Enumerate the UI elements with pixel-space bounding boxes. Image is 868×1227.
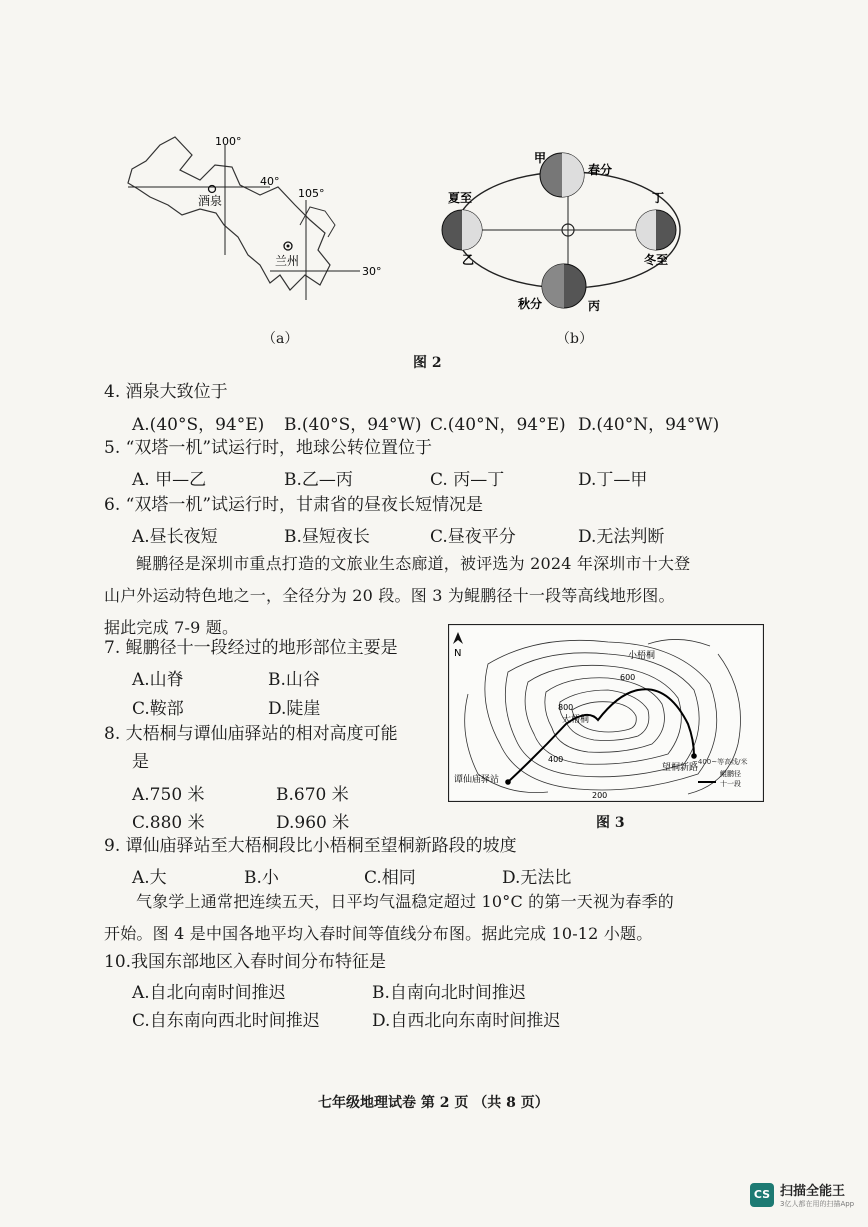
figure2-label: 图 2	[413, 355, 442, 371]
contour-label-800: 800	[558, 703, 574, 712]
q10-option-a[interactable]: A.自北向南时间推迟	[132, 983, 286, 1003]
figure2-map-a	[120, 125, 390, 315]
north-label: N	[454, 648, 462, 659]
scanner-logo-icon: CS	[750, 1183, 774, 1207]
legend-trail-line1: 鲲鹏径	[720, 770, 741, 778]
figure2-orbit-b	[440, 140, 700, 325]
q10-option-c[interactable]: C.自东南向西北时间推迟	[132, 1011, 320, 1031]
q6-option-c[interactable]: C.昼夜平分	[430, 527, 516, 547]
scanner-name: 扫描全能王	[780, 1184, 846, 1199]
contour-label-200: 200	[592, 791, 608, 800]
lat-40-label: 40°	[260, 175, 280, 188]
earth-winter	[636, 210, 676, 250]
figure3-label: 图 3	[596, 815, 625, 831]
label-winter: 冬至	[644, 253, 669, 267]
figure3-contour-map	[448, 624, 764, 802]
road-label: 望桐新路	[662, 763, 699, 773]
figure2a-caption: （a）	[262, 331, 299, 347]
q9-option-a[interactable]: A.大	[132, 868, 167, 888]
q10-option-d[interactable]: D.自西北向东南时间推迟	[372, 1011, 561, 1031]
q8-option-d[interactable]: D.960 米	[276, 813, 350, 833]
q7-stem: 7. 鲲鹏径十一段经过的地形部位主要是	[104, 638, 398, 658]
q4-option-a[interactable]: A.(40°S，94°E)	[132, 415, 265, 435]
page-footer: 七年级地理试卷 第 2 页 （共 8 页）	[318, 1095, 549, 1111]
legend-trail-line2: 十一段	[720, 780, 741, 788]
q6-option-a[interactable]: A.昼长夜短	[132, 527, 218, 547]
passage1-line3: 据此完成 7-9 题。	[104, 618, 239, 637]
q9-option-b[interactable]: B.小	[244, 868, 279, 888]
q6-stem: 6. “双塔一机”试运行时，甘肃省的昼夜长短情况是	[104, 495, 484, 515]
earth-spring	[540, 153, 584, 197]
earth-summer	[442, 210, 482, 250]
q6-option-d[interactable]: D.无法判断	[578, 527, 665, 547]
q8-option-a[interactable]: A.750 米	[132, 785, 205, 805]
pos-jia: 甲	[534, 151, 547, 165]
passage1-line2: 山户外运动特色地之一，全径分为 20 段。图 3 为鲲鹏径十一段等高线地形图。	[104, 586, 675, 605]
scanner-watermark	[750, 1180, 854, 1209]
q7-option-c[interactable]: C.鞍部	[132, 699, 184, 719]
q9-option-c[interactable]: C.相同	[364, 868, 416, 888]
legend-contour: ~400~等高线/米	[692, 758, 748, 766]
pos-bing: 丙	[588, 299, 601, 313]
label-summer: 夏至	[448, 191, 473, 205]
passage1-line1: 鲲鹏径是深圳市重点打造的文旅业生态廊道，被评选为 2024 年深圳市十大登	[136, 554, 691, 573]
q8-stem-line2: 是	[132, 752, 149, 772]
lat-30-label: 30°	[362, 265, 382, 278]
passage2-line2: 开始。图 4 是中国各地平均入春时间等值线分布图。据此完成 10-12 小题。	[104, 924, 653, 943]
q4-option-b[interactable]: B.(40°S，94°W)	[284, 415, 422, 435]
q4-option-d[interactable]: D.(40°N，94°W)	[578, 415, 720, 435]
contour-label-400: 400	[548, 755, 564, 764]
q8-option-c[interactable]: C.880 米	[132, 813, 205, 833]
passage2-line1: 气象学上通常把连续五天，日平均气温稳定超过 10°C 的第一天视为春季的	[136, 892, 674, 911]
passage2	[104, 886, 804, 950]
q9-option-d[interactable]: D.无法比	[502, 868, 572, 888]
contour-label-600: 600	[620, 673, 636, 682]
q4-stem: 4. 酒泉大致位于	[104, 382, 228, 402]
q5-option-c[interactable]: C. 丙—丁	[430, 470, 505, 490]
q10-option-b[interactable]: B.自南向北时间推迟	[372, 983, 526, 1003]
q6-option-b[interactable]: B.昼短夜长	[284, 527, 370, 547]
q7-option-a[interactable]: A.山脊	[132, 670, 184, 690]
pos-ding: 丁	[652, 191, 665, 205]
q5-option-a[interactable]: A. 甲—乙	[132, 470, 207, 490]
scanner-sub: 3亿人都在用的扫描App	[780, 1200, 855, 1208]
figure2b-caption: （b）	[556, 331, 593, 347]
lon-105-label: 105°	[298, 187, 325, 200]
q10-stem: 10.我国东部地区入春时间分布特征是	[104, 952, 387, 972]
station-marker	[505, 779, 511, 785]
lon-100-label: 100°	[215, 135, 242, 148]
peak-big-label: 大梧桐	[562, 715, 590, 725]
q8-option-b[interactable]: B.670 米	[276, 785, 349, 805]
jiuquan-label: 酒泉	[198, 194, 223, 208]
label-spring: 春分	[588, 163, 613, 177]
q8-stem-line1: 8. 大梧桐与谭仙庙驿站的相对高度可能	[104, 724, 398, 744]
q5-option-b[interactable]: B.乙—丙	[284, 470, 353, 490]
station-label: 谭仙庙驿站	[454, 775, 500, 785]
province-outline	[128, 137, 330, 290]
label-autumn: 秋分	[518, 297, 543, 311]
q5-stem: 5. “双塔一机”试运行时，地球公转位置位于	[104, 438, 433, 458]
peak-small-label: 小梧桐	[628, 651, 656, 661]
lanzhou-label: 兰州	[275, 254, 300, 268]
pos-yi: 乙	[462, 253, 475, 267]
q7-option-b[interactable]: B.山谷	[268, 670, 320, 690]
q7-option-d[interactable]: D.陡崖	[268, 699, 321, 719]
q4-option-c[interactable]: C.(40°N，94°E)	[430, 415, 566, 435]
earth-autumn	[542, 264, 586, 308]
q9-stem: 9. 谭仙庙驿站至大梧桐段比小梧桐至望桐新路段的坡度	[104, 836, 517, 856]
q5-option-d[interactable]: D.丁—甲	[578, 470, 648, 490]
